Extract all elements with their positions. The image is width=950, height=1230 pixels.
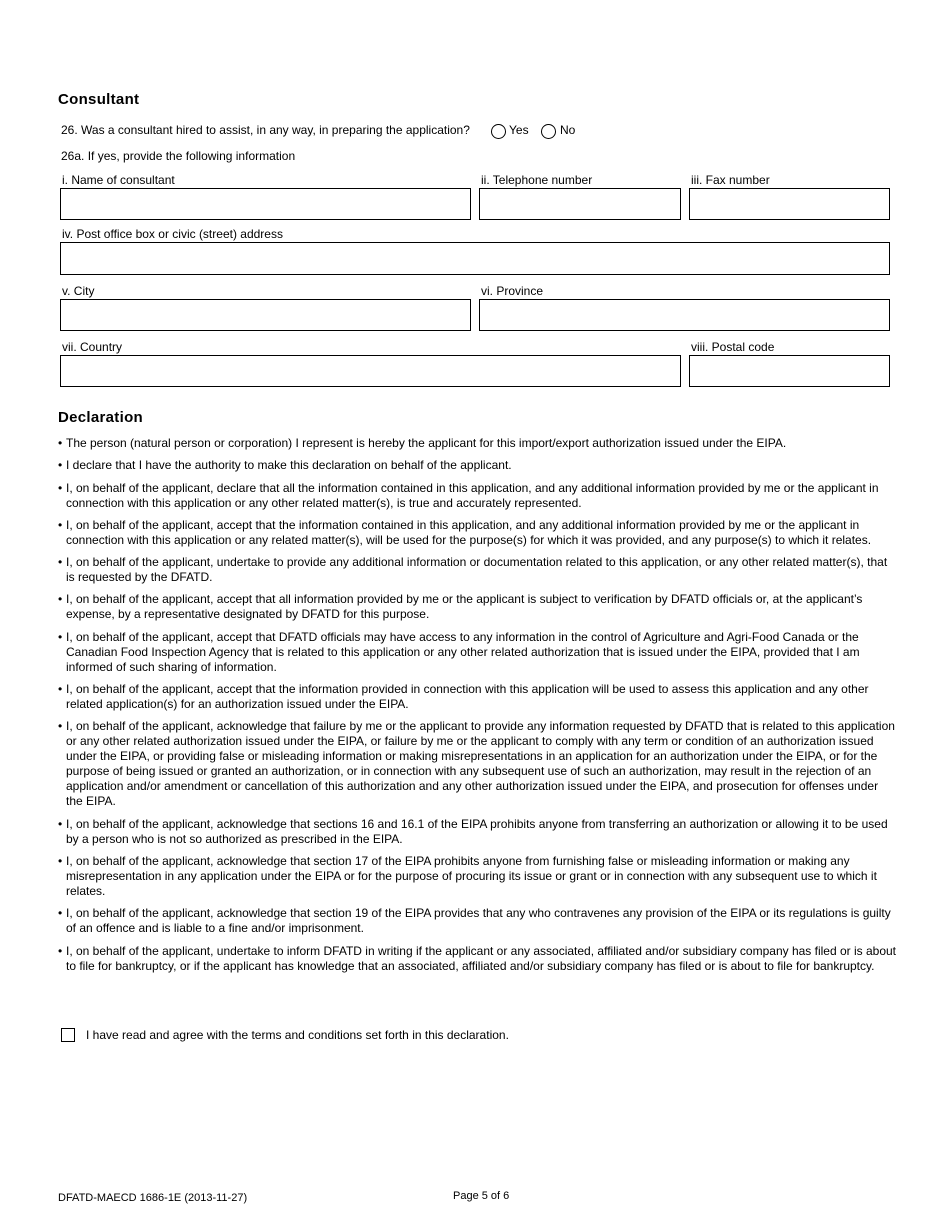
declaration-item: • I, on behalf of the applicant, undertake to inform DFATD in writing if the applicant or any associated, affiliated and/or subsidiary company has filed or is about to file for bankruptcy, or if the applicant has knowledge that an associated, affiliated and/or subsidiary company has filed or is about to file for bankruptcy. (58, 944, 898, 974)
declaration-item: • I, on behalf of the applicant, acknowledge that failure by me or the applicant to provide any information requested by DFATD that is related to this application or any other related authorization issued under the EIPA, or failure by me or the applicant to comply with any term or condition of an authorization issued under the EIPA, or providing false or misleading information or making misrepresentations in an application for an authorization under the EIPA, or for the purpose of being issued or granted an authorization, or in connection with any subsequent use of such an authorization, may result in the rejection of an application and/or amendment or cancellation of this authorization and any other authorization issued under the EIPA, and prosecution for offenses under the EIPA. (58, 719, 898, 809)
postal-input[interactable] (689, 355, 890, 387)
province-input[interactable] (479, 299, 890, 331)
declaration-item: • I, on behalf of the applicant, accept that all information provided by me or the applicant is subject to verification by DFATD officials or, at the applicant’s expense, by a representative designated by DFATD for this purpose. (58, 592, 898, 622)
q26-no-radio[interactable] (541, 124, 556, 139)
q26-no-label: No (560, 123, 576, 137)
postal-label: viii. Postal code (691, 340, 775, 354)
q26-question: 26. Was a consultant hired to assist, in any way, in preparing the application? (61, 123, 470, 137)
q26a-instruction: 26a. If yes, provide the following information (61, 149, 296, 163)
declaration-list (58, 436, 898, 981)
country-input[interactable] (60, 355, 681, 387)
fax-input[interactable] (689, 188, 890, 220)
fax-label: iii. Fax number (691, 173, 770, 187)
page-number: Page 5 of 6 (453, 1190, 510, 1202)
declaration-item: • I, on behalf of the applicant, accept that DFATD officials may have access to any information in the control of Agriculture and Agri-Food Canada or the Canadian Food Inspection Agency that is related to this application or any other related authorization that is issued under the EIPA, provided that I am informed of such sharing of information. (58, 630, 898, 675)
country-label: vii. Country (62, 340, 123, 354)
declaration-item: • I, on behalf of the applicant, acknowledge that section 17 of the EIPA prohibits anyone from furnishing false or misleading information or making any misrepresentation in any application under the EIPA or for the purpose of procuring its issue or grant or in connection with any subsequent use to which it relates. (58, 854, 898, 899)
declaration-item: • I, on behalf of the applicant, accept that the information provided in connection with this application will be used to assess this application and any other related application(s) for an authorization issued under the EIPA. (58, 682, 898, 712)
consultant-heading: Consultant (58, 91, 140, 108)
telephone-label: ii. Telephone number (481, 173, 593, 187)
declaration-item: • The person (natural person or corporation) I represent is hereby the applicant for this import/export authorization issued under the EIPA. (58, 436, 898, 451)
declaration-heading: Declaration (58, 409, 143, 426)
q26-yes-label: Yes (509, 123, 529, 137)
declaration-item: • I, on behalf of the applicant, acknowledge that sections 16 and 16.1 of the EIPA prohibits anyone from transferring an authorization or allowing it to be used by a person who is not so authorized as prescribed in the EIPA. (58, 817, 898, 847)
address-input[interactable] (60, 242, 890, 275)
declaration-item: • I, on behalf of the applicant, declare that all the information contained in this application, and any additional information provided by me or the applicant in connection with this application or any other related matter(s), is true and accurately represented. (58, 481, 898, 511)
consultant-name-label: i. Name of consultant (62, 173, 175, 187)
city-input[interactable] (60, 299, 471, 331)
address-label: iv. Post office box or civic (street) address (62, 227, 283, 241)
declaration-item: • I, on behalf of the applicant, undertake to provide any additional information or documentation related to this application, or any other related matter(s), that is requested by the DFATD. (58, 555, 898, 585)
consultant-name-input[interactable] (60, 188, 471, 220)
form-id: DFATD-MAECD 1686-1E (2013-11-27) (58, 1192, 248, 1204)
declaration-item: • I, on behalf of the applicant, accept that the information contained in this application, and any additional information provided by me or the applicant in connection with this application or any related matter(s), will be used for the purpose(s) for which it was provided, and any purpose(s) to which it relates. (58, 518, 898, 548)
declaration-item: • I, on behalf of the applicant, acknowledge that section 19 of the EIPA provides that any who contravenes any provision of the EIPA or its regulations is guilty of an offence and is liable to a fine and/or imprisonment. (58, 906, 898, 936)
telephone-input[interactable] (479, 188, 681, 220)
q26-yes-radio[interactable] (491, 124, 506, 139)
declaration-item: • I declare that I have the authority to make this declaration on behalf of the applicant. (58, 458, 898, 473)
agree-label: I have read and agree with the terms and conditions set forth in this declaration. (86, 1028, 509, 1042)
agree-checkbox[interactable] (61, 1028, 75, 1042)
province-label: vi. Province (481, 284, 544, 298)
city-label: v. City (62, 284, 95, 298)
